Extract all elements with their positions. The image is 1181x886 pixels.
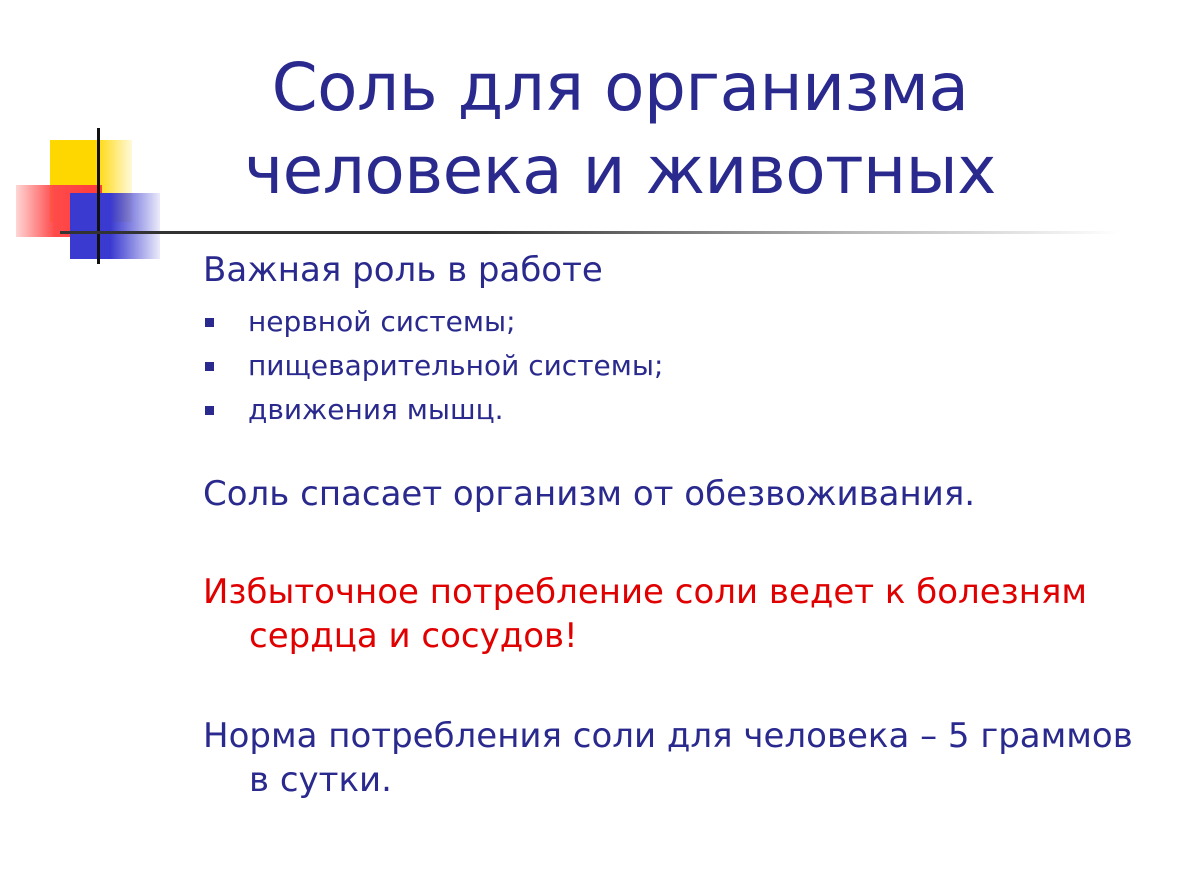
bullet-label: нервной системы;	[248, 305, 516, 338]
square-bullet-icon	[205, 406, 214, 415]
title-line-1: Соль для организма	[271, 49, 969, 126]
intro-text: Важная роль в работе	[203, 250, 603, 290]
list-item	[203, 344, 1143, 388]
bullet-label: движения мышц.	[248, 393, 504, 426]
square-bullet-icon	[205, 318, 214, 327]
warning-statement: Избыточное потребление соли ведет к болезням сердца и сосудов!	[203, 572, 1088, 656]
slide-body	[203, 248, 1143, 802]
list-item	[203, 388, 1143, 432]
slide-title	[160, 46, 1080, 212]
decorative-blue-square	[70, 193, 160, 259]
list-item	[203, 300, 1143, 344]
dehydration-statement: Соль спасает организм от обезвоживания.	[203, 474, 976, 514]
title-line-2: человека и животных	[244, 132, 996, 209]
bullet-label: пищеварительной системы;	[248, 349, 664, 382]
bullet-list	[203, 300, 1143, 432]
square-bullet-icon	[205, 362, 214, 371]
norm-statement: Норма потребления соли для человека – 5 граммов в сутки.	[203, 716, 1133, 800]
title-underline	[60, 231, 1120, 234]
decorative-vertical-line	[97, 128, 100, 264]
